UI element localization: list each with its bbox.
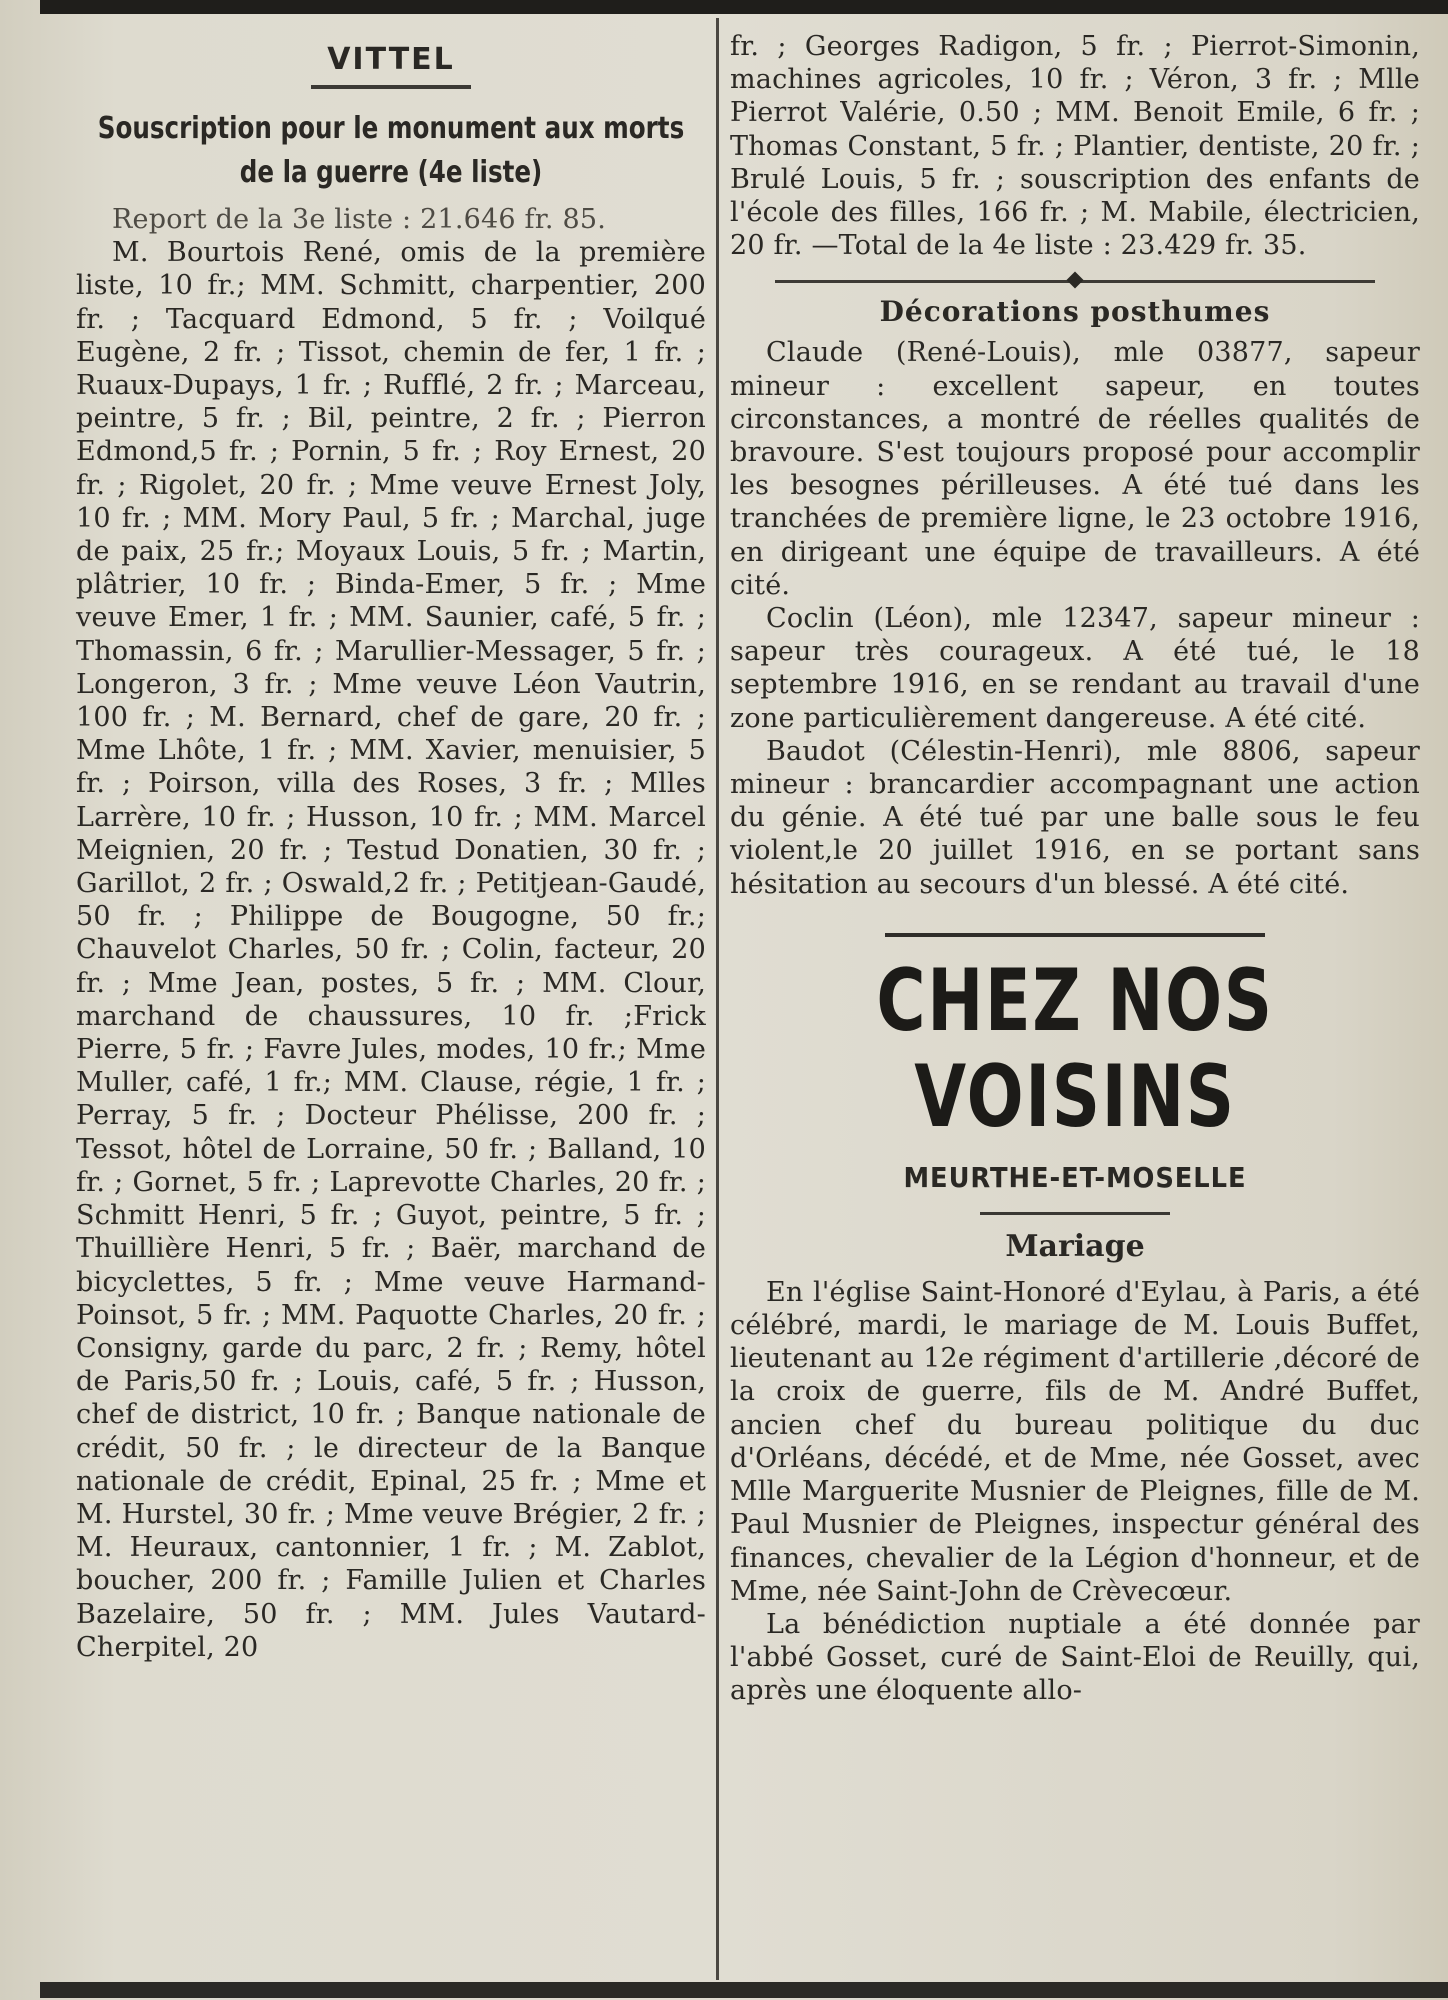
- mariage-paragraph: En l'église Saint-Honoré d'Eylau, à Paris, a été célébré, mardi, le mariage de M. Louis Buffet, lieutenant au 12e régiment d'artillerie ,décoré de la croix de guerre, fils de M. André Buffet, ancien chef du bureau politique du duc d'Orléans, décédé, et de Mme, née Gosset, avec Mlle Marguerite Musnier de Pleignes, fille de M. Paul Musnier de Pleignes, inspectur général des finances, chevalier de la Légion d'honneur, et de Mme, née Saint-John de Crèvecœur.: [730, 1276, 1420, 1607]
- mariage-title: Mariage: [1005, 1228, 1145, 1264]
- banner-rule: [885, 933, 1265, 937]
- town-heading: VITTEL: [327, 42, 455, 77]
- subscription-list-continued: fr. ; Georges Radigon, 5 fr. ; Pierrot-Simonin, machines agricoles, 10 fr. ; Véron, 3 fr. ; Mlle Pierrot Valérie, 0.50 ; MM. Benoit Emile, 6 fr. ; Thomas Constant, 5 fr. ; Plantier, dentiste, 20 fr. ; Brulé Louis, 5 fr. ; souscription des enfants de l'école des filles, 166 fr. ; M. Mabile, électricien, 20 fr. —Total de la 4e liste : 23.429 fr. 35.: [730, 31, 1420, 262]
- rule-ornament: [1067, 272, 1084, 289]
- mariage-paragraph: La bénédiction nuptiale a été donnée par l'abbé Gosset, curé de Saint-Eloi de Reuilly, qui, après une éloquente allo-: [730, 1608, 1420, 1707]
- decoration-entry: Baudot (Célestin-Henri), mle 8806, sapeur mineur : brancardier accompagnant une action du génie. A été tué par une balle sous le feu violent,le 20 juillet 1916, en se portant sans hésitation au secours d'un blessé. A été cité.: [730, 735, 1420, 900]
- top-border-rule: [40, 0, 1448, 14]
- subscription-list: M. Bourtois René, omis de la première liste, 10 fr.; MM. Schmitt, charpentier, 200 fr. ; Tacquard Edmond, 5 fr. ; Voilqué Eugène, 2 fr. ; Tissot, chemin de fer, 1 fr. ; Ruaux-Dupays, 1 fr. ; Rufflé, 2 fr. ; Marceau, peintre, 5 fr. ; Bil, peintre, 2 fr. ; Pierron Edmond,5 fr. ; Pornin, 5 fr. ; Roy Ernest, 20 fr. ; Rigolet, 20 fr. ; Mme veuve Ernest Joly, 10 fr. ; MM. Mory Paul, 5 fr. ; Marchal, juge de paix, 25 fr.; Moyaux Louis, 5 fr. ; Martin, plâtrier, 10 fr. ; Binda-Emer, 5 fr. ; Mme veuve Emer, 1 fr. ; MM. Saunier, café, 5 fr. ; Thomassin, 6 fr. ; Marullier-Messager, 5 fr. ; Longeron, 3 fr. ; Mme veuve Léon Vautrin, 100 fr. ; M. Bernard, chef de gare, 20 fr. ; Mme Lhôte, 1 fr. ; MM. Xavier, menuisier, 5 fr. ; Poirson, villa des Roses, 3 fr. ; Mlles Larrère, 10 fr. ; Husson, 10 fr. ; MM. Marcel Meignien, 20 fr. ; Testud Donatien, 30 fr. ; Garillot, 2 fr. ; Oswald,2 fr. ; Petitjean-Gaudé, 50 fr. ; Philippe de Bougogne, 50 fr.; Chauvelot Charles, 50 fr. ; Colin, facteur, 20 fr. ; Mme Jean, postes, 5 fr. ; MM. Clour, marchand de chaussures, 10 fr. ;Frick Pierre, 5 fr. ; Favre Jules, modes, 10 fr.; Mme Muller, café, 1 fr.; MM. Clause, régie, 1 fr. ; Perray, 5 fr. ; Docteur Phélisse, 200 fr. ; Tessot, hôtel de Lorraine, 50 fr. ; Balland, 10 fr. ; Gornet, 5 fr. ; Laprevotte Charles, 20 fr. ; Schmitt Henri, 5 fr. ; Guyot, peintre, 5 fr. ; Thuillière Henri, 5 fr. ; Baër, marchand de bicyclettes, 5 fr. ; Mme veuve Harmand-Poinsot, 5 fr. ; MM. Paquotte Charles, 20 fr. ; Consigny, garde du parc, 2 fr. ; Remy, hôtel de Paris,50 fr. ; Louis, café, 5 fr. ; Husson, chef de district, 10 fr. ; Banque nationale de crédit, 50 fr. ; le directeur de la Banque nationale de crédit, Epinal, 25 fr. ; Mme et M. Hurstel, 30 fr. ; Mme veuve Brégier, 2 fr. ; M. Heuraux, cantonnier, 1 fr. ; M. Zablot, boucher, 200 fr. ; Famille Julien et Charles Bazelaire, 50 fr. ; MM. Jules Vautard-Cherpitel, 20: [76, 237, 706, 1663]
- bottom-border-rule: [40, 1982, 1448, 1998]
- subscription-headline: Souscription pour le monument aux morts de la guerre (4e liste): [97, 111, 685, 190]
- right-column: [730, 30, 1420, 1708]
- region-rule: [980, 1212, 1170, 1215]
- decorations-title: Décorations posthumes: [879, 295, 1271, 329]
- section-banner: CHEZ NOS VOISINS: [876, 950, 1274, 1147]
- heading-rule: [311, 85, 471, 89]
- decoration-entry: Claude (René-Louis), mle 03877, sapeur mineur : excellent sapeur, en toutes circonstances, a montré de réelles qualités de bravoure. S'est toujours proposé pour accomplir les besognes périlleuses. A été tué dans les tranchées de première ligne, le 23 octobre 1916, en dirigeant une équipe de travailleurs. A été cité.: [730, 337, 1420, 601]
- report-line: Report de la 3e liste : 21.646 fr. 85.: [112, 204, 606, 235]
- region-heading: MEURTHE-ET-MOSELLE: [903, 1160, 1247, 1194]
- left-column: [76, 30, 706, 1664]
- decoration-entry: Coclin (Léon), mle 12347, sapeur mineur : sapeur très courageux. A été tué, le 18 septembre 1916, en se rendant au travail d'une zone particulièrement dangereuse. A été cité.: [730, 603, 1420, 734]
- section-rule: [775, 280, 1375, 283]
